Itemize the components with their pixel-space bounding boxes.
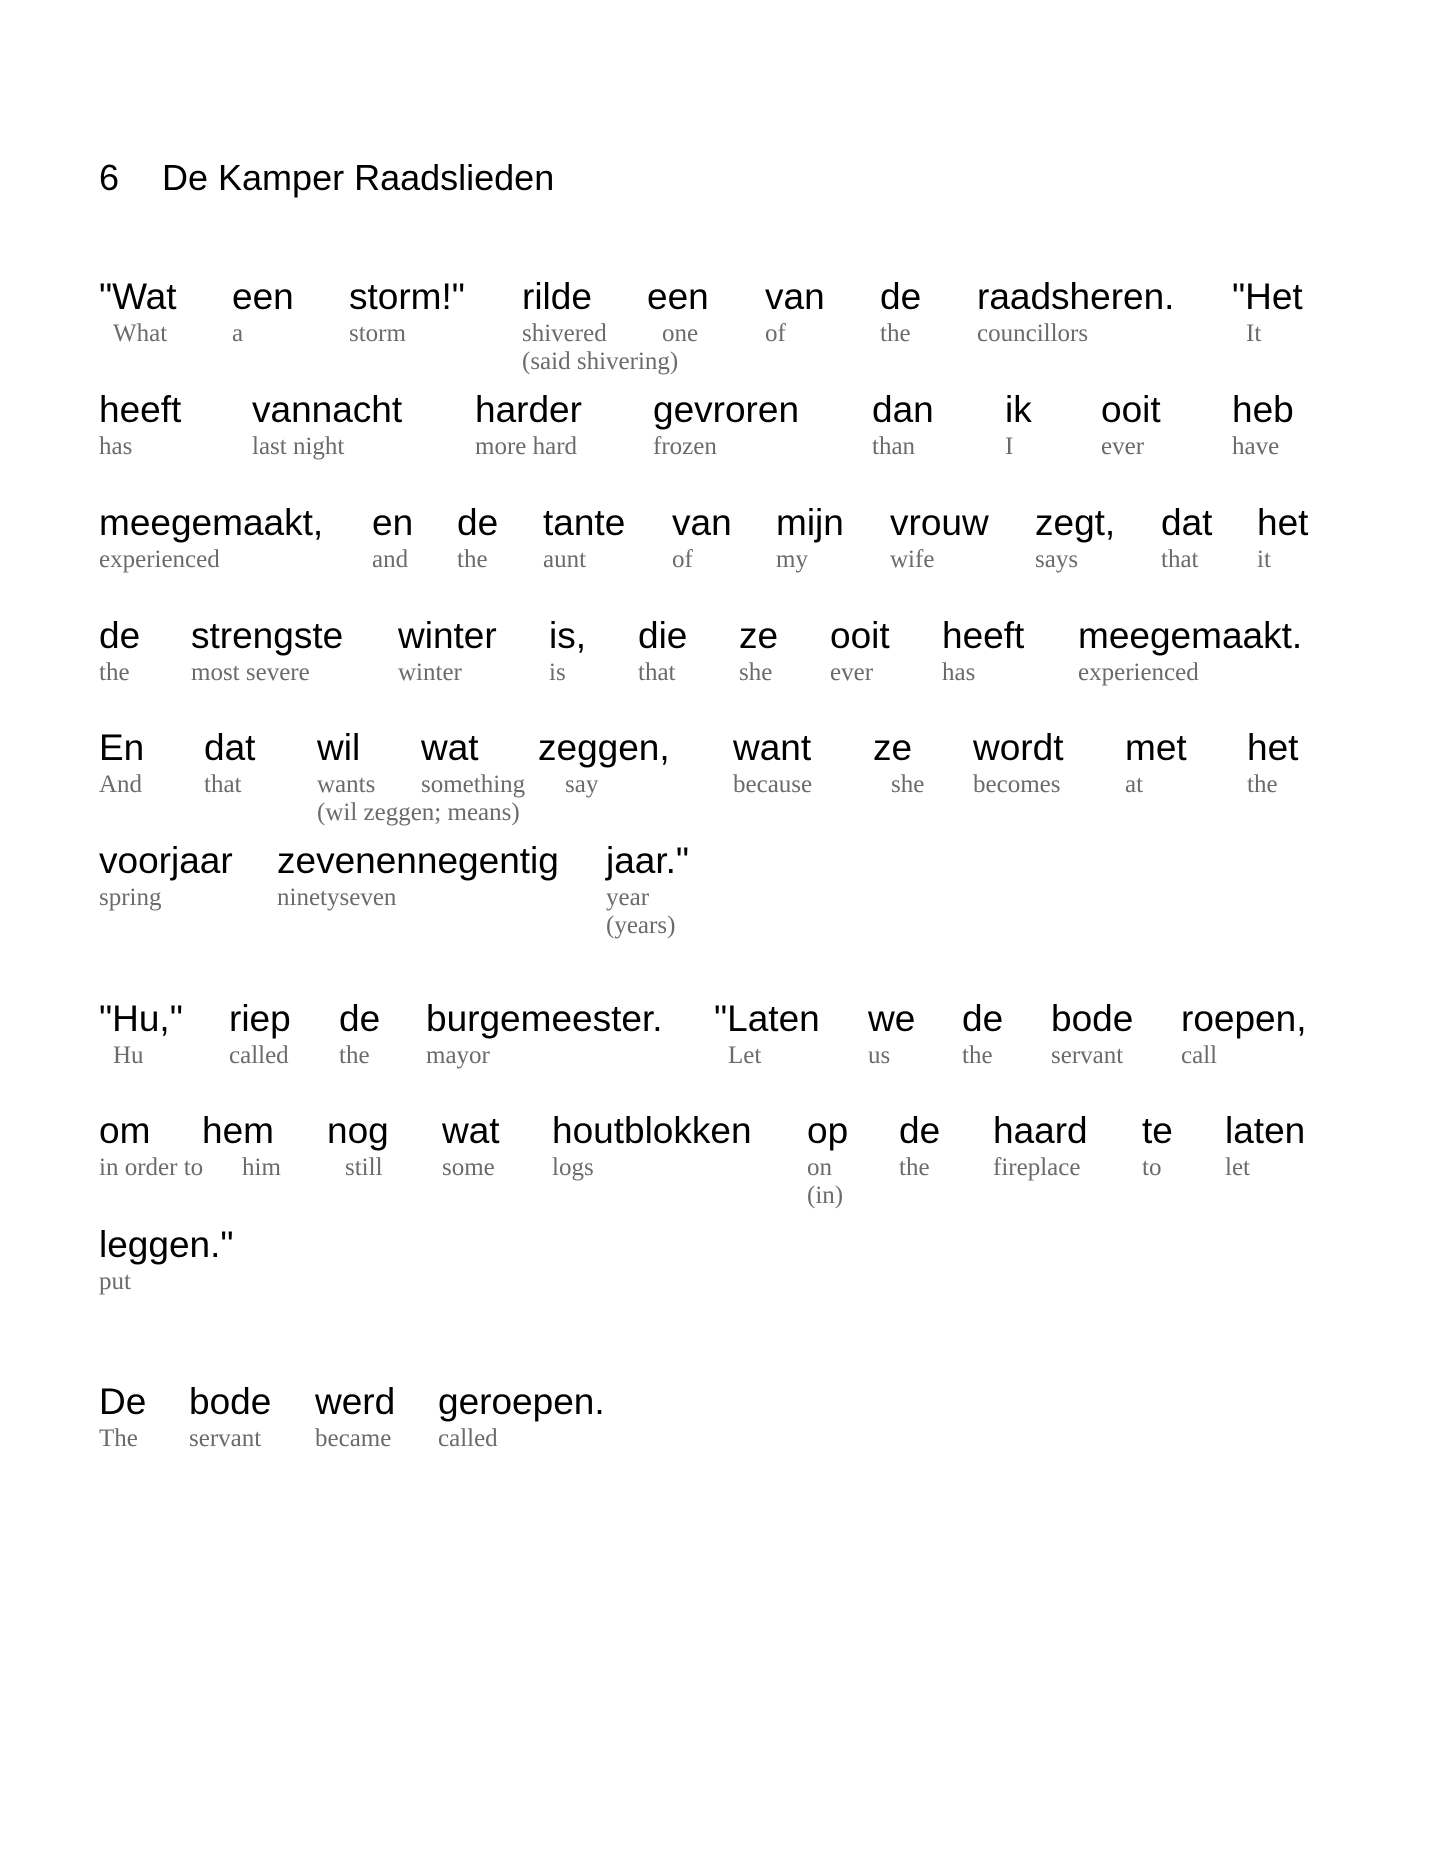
dutch-word: dat bbox=[1161, 502, 1213, 543]
english-gloss: because bbox=[733, 771, 813, 798]
english-gloss: ever bbox=[1101, 433, 1145, 460]
english-gloss: something bbox=[421, 771, 526, 798]
english-gloss: Let bbox=[728, 1042, 762, 1069]
english-gloss: she bbox=[891, 771, 925, 798]
english-gloss: becomes bbox=[973, 771, 1061, 798]
english-gloss: became bbox=[315, 1425, 392, 1452]
dutch-word: wat bbox=[421, 727, 479, 768]
dutch-word: een bbox=[647, 276, 709, 317]
dutch-word: hem bbox=[202, 1110, 274, 1151]
dutch-word: harder bbox=[475, 389, 582, 430]
dutch-word: "Wat bbox=[99, 276, 177, 317]
dutch-word: nog bbox=[327, 1110, 389, 1151]
english-gloss: the bbox=[962, 1042, 993, 1069]
dutch-word: De bbox=[99, 1381, 147, 1422]
dutch-word: voorjaar bbox=[99, 840, 233, 881]
english-gloss: Hu bbox=[113, 1042, 144, 1069]
english-gloss: and bbox=[372, 546, 409, 573]
english-gloss: some bbox=[442, 1154, 495, 1181]
dutch-word: dat bbox=[204, 727, 256, 768]
english-gloss: experienced bbox=[99, 546, 220, 573]
english-gloss: fireplace bbox=[993, 1154, 1081, 1181]
dutch-word: rilde bbox=[522, 276, 592, 317]
dutch-word: met bbox=[1125, 727, 1187, 768]
english-gloss: experienced bbox=[1078, 659, 1199, 686]
english-gloss: It bbox=[1246, 320, 1262, 347]
dutch-word: houtblokken bbox=[552, 1110, 752, 1151]
dutch-word: want bbox=[733, 727, 812, 768]
english-gloss: of bbox=[765, 320, 786, 347]
english-gloss: ever bbox=[830, 659, 874, 686]
dutch-word: ze bbox=[739, 615, 779, 656]
dutch-word: laten bbox=[1225, 1110, 1306, 1151]
dutch-word: de bbox=[457, 502, 499, 543]
dutch-word: ze bbox=[873, 727, 913, 768]
english-gloss: the bbox=[457, 546, 488, 573]
english-gloss: councillors bbox=[977, 320, 1089, 347]
english-gloss: it bbox=[1257, 546, 1271, 573]
english-gloss: that bbox=[638, 659, 676, 686]
english-gloss: wife bbox=[890, 546, 935, 573]
english-gloss: the bbox=[880, 320, 911, 347]
english-gloss: that bbox=[204, 771, 242, 798]
english-gloss: the bbox=[1247, 771, 1278, 798]
english-gloss: more hard bbox=[475, 433, 578, 460]
english-gloss-note: (wil zeggen; means) bbox=[317, 799, 520, 826]
english-gloss: wants bbox=[317, 771, 376, 798]
dutch-word: de bbox=[339, 998, 381, 1039]
english-gloss: that bbox=[1161, 546, 1199, 573]
dutch-word: wat bbox=[442, 1110, 500, 1151]
dutch-word: wordt bbox=[973, 727, 1064, 768]
dutch-word: riep bbox=[229, 998, 291, 1039]
english-gloss: him bbox=[242, 1154, 281, 1181]
dutch-word: van bbox=[672, 502, 732, 543]
dutch-word: de bbox=[99, 615, 141, 656]
dutch-word: een bbox=[232, 276, 294, 317]
english-gloss: still bbox=[345, 1154, 383, 1181]
english-gloss: shivered bbox=[522, 320, 607, 347]
english-gloss: at bbox=[1125, 771, 1144, 798]
dutch-word: haard bbox=[993, 1110, 1088, 1151]
english-gloss: than bbox=[872, 433, 916, 460]
dutch-word: ik bbox=[1005, 389, 1032, 430]
dutch-word: En bbox=[99, 727, 145, 768]
dutch-word: wil bbox=[317, 727, 361, 768]
dutch-word: heeft bbox=[942, 615, 1025, 656]
english-gloss: aunt bbox=[543, 546, 587, 573]
english-gloss: year bbox=[606, 884, 650, 911]
dutch-word: de bbox=[962, 998, 1004, 1039]
dutch-word: tante bbox=[543, 502, 626, 543]
dutch-word: raadsheren. bbox=[977, 276, 1175, 317]
english-gloss: called bbox=[229, 1042, 289, 1069]
dutch-word: heb bbox=[1232, 389, 1294, 430]
dutch-word: geroepen. bbox=[438, 1381, 605, 1422]
english-gloss: she bbox=[739, 659, 773, 686]
english-gloss: storm bbox=[349, 320, 406, 347]
dutch-word: de bbox=[899, 1110, 941, 1151]
english-gloss: I bbox=[1005, 433, 1014, 460]
english-gloss: servant bbox=[189, 1425, 262, 1452]
english-gloss: the bbox=[899, 1154, 930, 1181]
english-gloss: logs bbox=[552, 1154, 594, 1181]
dutch-word: we bbox=[868, 998, 916, 1039]
english-gloss: says bbox=[1035, 546, 1079, 573]
english-gloss-note: (years) bbox=[606, 912, 676, 939]
dutch-word: winter bbox=[398, 615, 497, 656]
dutch-word: storm!" bbox=[349, 276, 465, 317]
dutch-word: dan bbox=[872, 389, 934, 430]
english-gloss: ninetyseven bbox=[277, 884, 397, 911]
english-gloss: The bbox=[99, 1425, 138, 1452]
english-gloss: most severe bbox=[191, 659, 310, 686]
english-gloss: the bbox=[99, 659, 130, 686]
dutch-word: meegemaakt. bbox=[1078, 615, 1303, 656]
english-gloss: in order to bbox=[99, 1154, 204, 1181]
english-gloss-note: (in) bbox=[807, 1182, 844, 1209]
english-gloss: on bbox=[807, 1154, 832, 1181]
dutch-word: op bbox=[807, 1110, 849, 1151]
dutch-word: zegt, bbox=[1035, 502, 1116, 543]
chapter-title: De Kamper Raadslieden bbox=[162, 157, 555, 198]
dutch-word: gevroren bbox=[653, 389, 800, 430]
dutch-word: en bbox=[372, 502, 414, 543]
english-gloss: is bbox=[549, 659, 566, 686]
english-gloss: winter bbox=[398, 659, 462, 686]
english-gloss: frozen bbox=[653, 433, 717, 460]
dutch-word: burgemeester. bbox=[426, 998, 663, 1039]
dutch-word: ooit bbox=[830, 615, 890, 656]
english-gloss: of bbox=[672, 546, 693, 573]
dutch-word: bode bbox=[189, 1381, 272, 1422]
dutch-word: het bbox=[1247, 727, 1299, 768]
dutch-word: die bbox=[638, 615, 688, 656]
dutch-word: roepen, bbox=[1181, 998, 1307, 1039]
dutch-word: leggen." bbox=[99, 1224, 234, 1265]
english-gloss: last night bbox=[252, 433, 345, 460]
english-gloss: have bbox=[1232, 433, 1280, 460]
english-gloss: a bbox=[232, 320, 244, 347]
dutch-word: de bbox=[880, 276, 922, 317]
chapter-number: 6 bbox=[99, 157, 120, 198]
dutch-word: om bbox=[99, 1110, 151, 1151]
english-gloss: called bbox=[438, 1425, 498, 1452]
english-gloss: What bbox=[113, 320, 168, 347]
english-gloss: let bbox=[1225, 1154, 1250, 1181]
dutch-word: is, bbox=[549, 615, 586, 656]
dutch-word: bode bbox=[1051, 998, 1134, 1039]
dutch-word: zevenennegentig bbox=[277, 840, 559, 881]
english-gloss: us bbox=[868, 1042, 891, 1069]
english-gloss: one bbox=[662, 320, 699, 347]
dutch-word: meegemaakt, bbox=[99, 502, 324, 543]
english-gloss: mayor bbox=[426, 1042, 490, 1069]
english-gloss: servant bbox=[1051, 1042, 1124, 1069]
dutch-word: te bbox=[1142, 1110, 1173, 1151]
dutch-word: heeft bbox=[99, 389, 182, 430]
dutch-word: van bbox=[765, 276, 825, 317]
dutch-word: werd bbox=[315, 1381, 396, 1422]
english-gloss: spring bbox=[99, 884, 162, 911]
dutch-word: "Laten bbox=[714, 998, 820, 1039]
dutch-word: jaar." bbox=[606, 840, 690, 881]
dutch-word: "Hu," bbox=[99, 998, 183, 1039]
dutch-word: ooit bbox=[1101, 389, 1161, 430]
english-gloss: to bbox=[1142, 1154, 1162, 1181]
english-gloss: call bbox=[1181, 1042, 1218, 1069]
dutch-word: vannacht bbox=[252, 389, 403, 430]
english-gloss: my bbox=[776, 546, 808, 573]
english-gloss: put bbox=[99, 1268, 131, 1295]
dutch-word: vrouw bbox=[890, 502, 989, 543]
dutch-word: strengste bbox=[191, 615, 344, 656]
dutch-word: het bbox=[1257, 502, 1309, 543]
dutch-word: "Het bbox=[1232, 276, 1303, 317]
english-gloss-note: (said shivering) bbox=[522, 348, 679, 375]
dutch-word: zeggen, bbox=[538, 727, 670, 768]
dutch-word: mijn bbox=[776, 502, 844, 543]
english-gloss: has bbox=[99, 433, 133, 460]
english-gloss: And bbox=[99, 771, 143, 798]
english-gloss: has bbox=[942, 659, 976, 686]
english-gloss: the bbox=[339, 1042, 370, 1069]
english-gloss: say bbox=[565, 771, 599, 798]
